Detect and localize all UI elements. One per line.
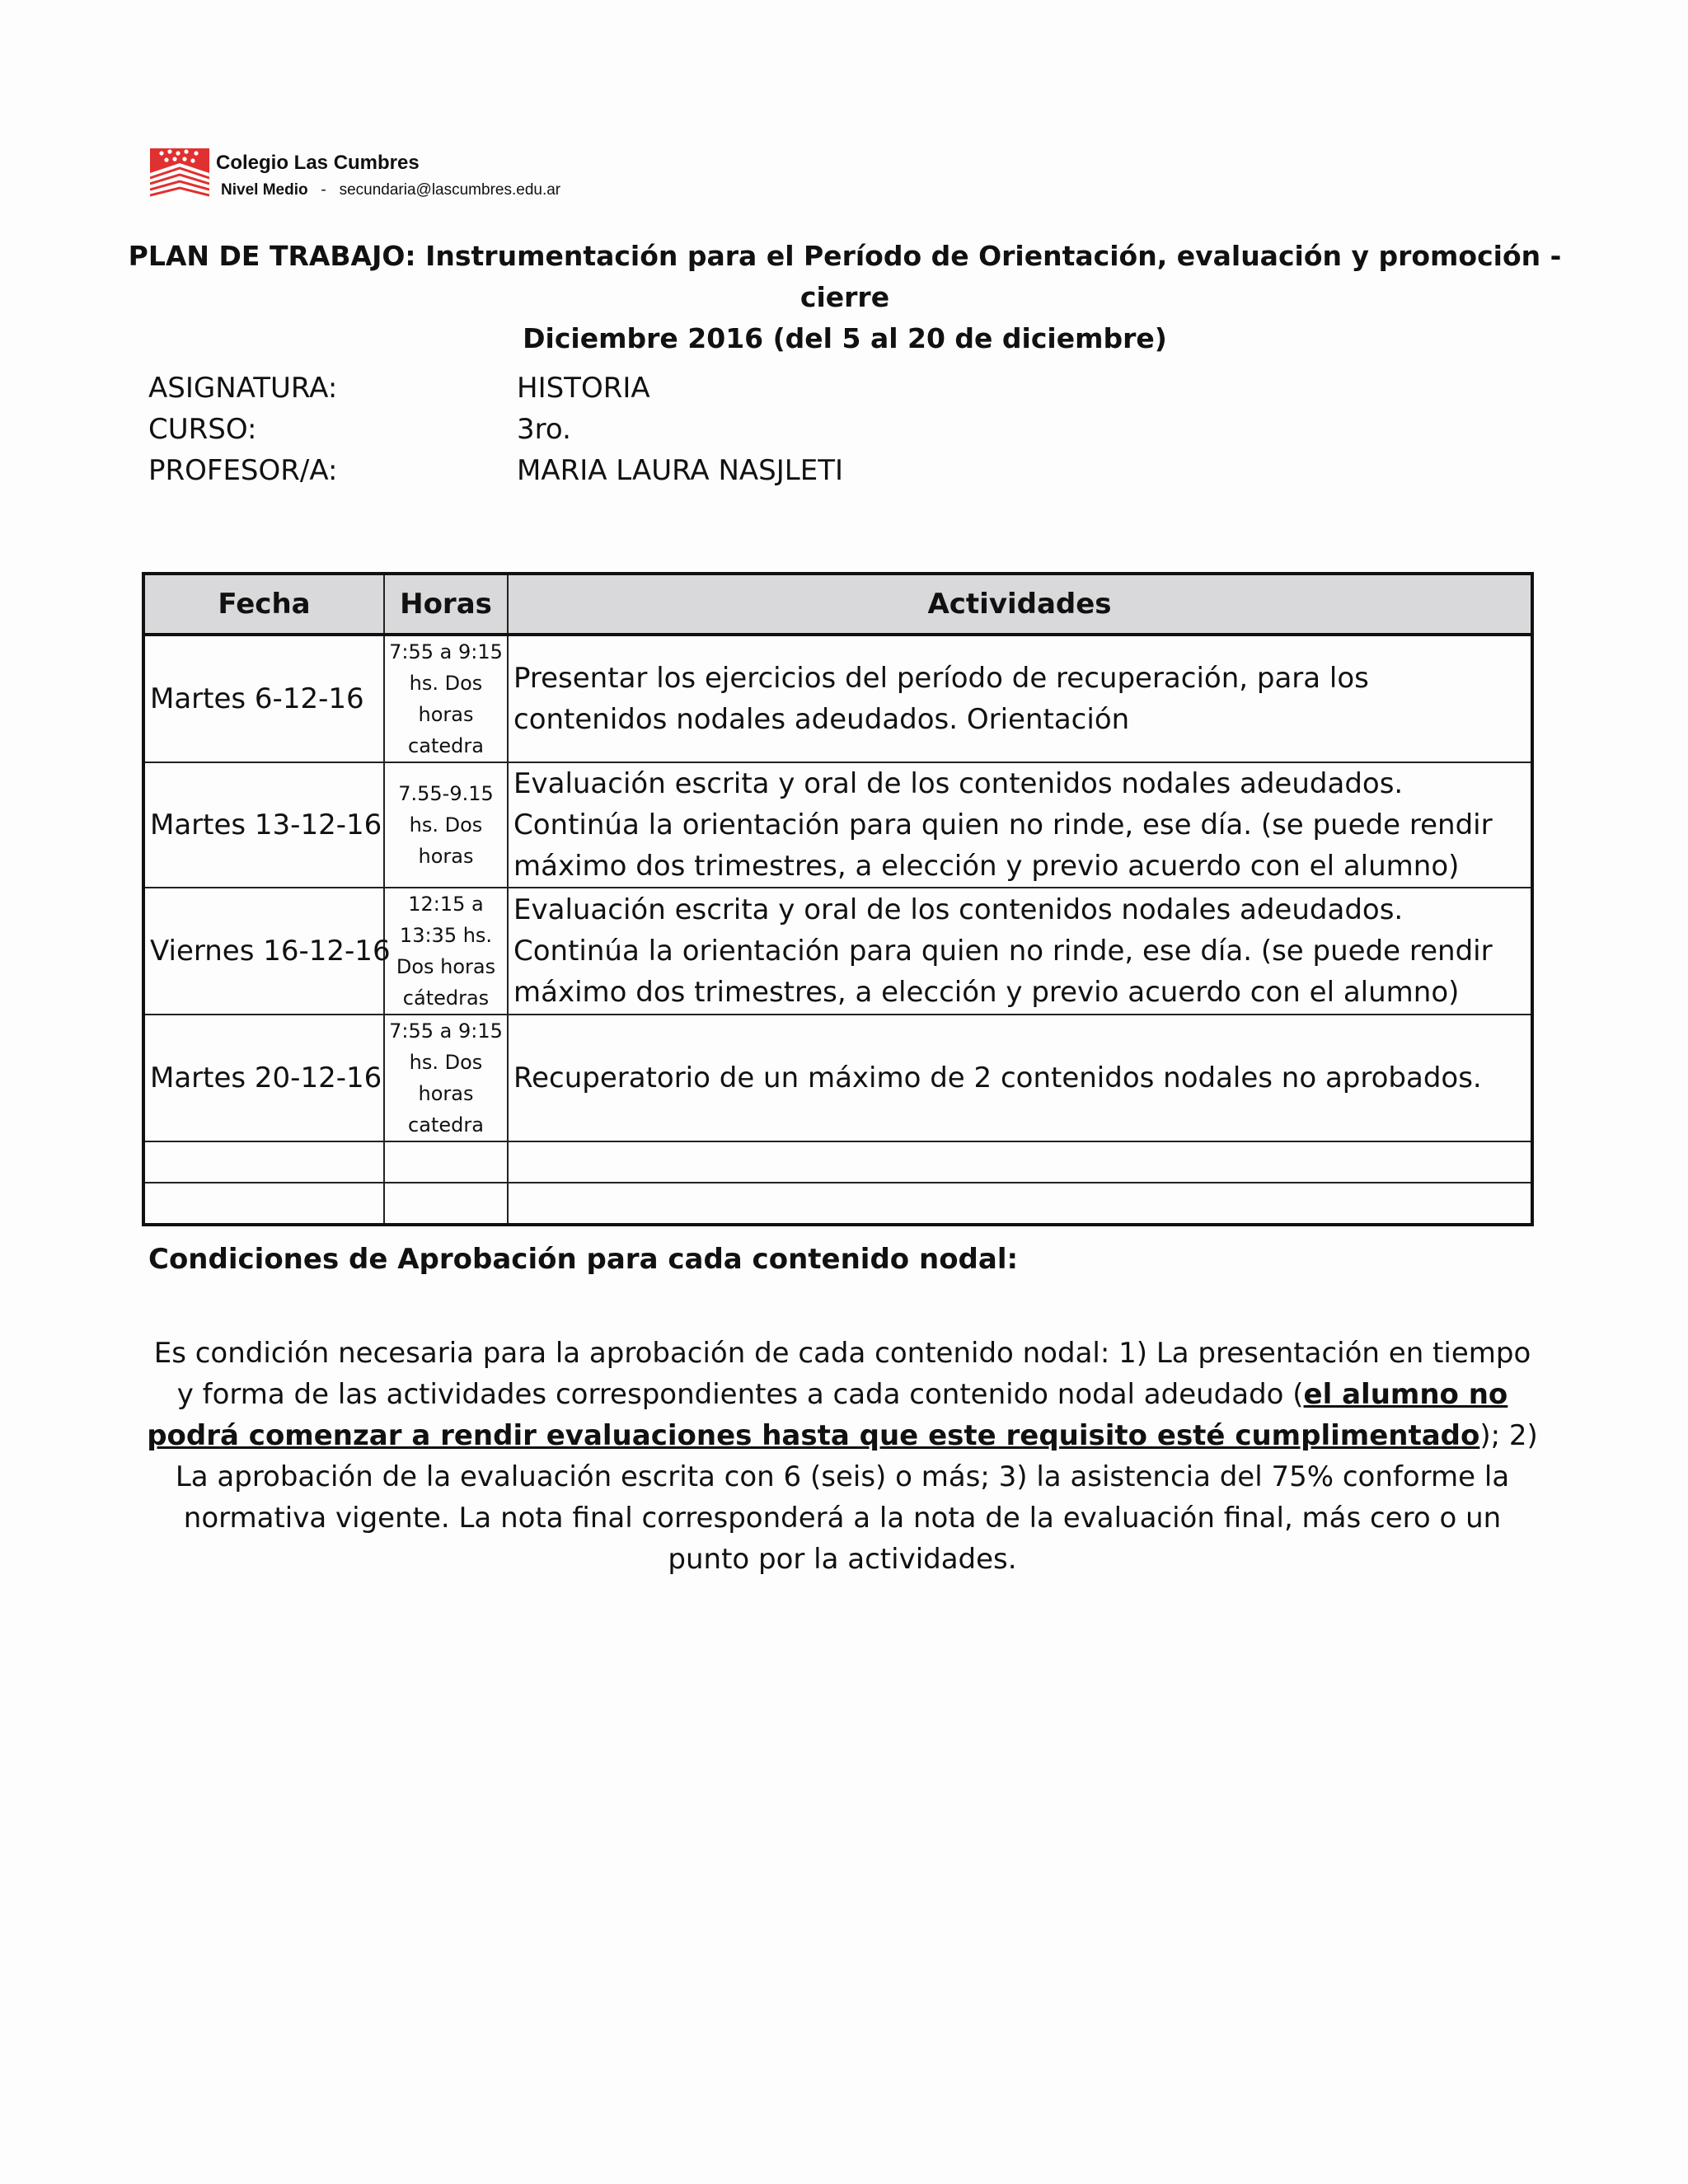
table-row	[143, 888, 1532, 1015]
empty-row	[143, 1183, 1532, 1225]
curso-label: CURSO:	[148, 413, 257, 446]
horas-cell: 7:55 a 9:15 hs. Dos horas catedra	[384, 1015, 508, 1141]
horas-cell: 7:55 a 9:15 hs. Dos horas catedra	[384, 635, 508, 762]
fecha-cell: Viernes 16-12-16	[143, 888, 384, 1015]
profesor-label: PROFESOR/A:	[148, 454, 338, 487]
separator: -	[321, 181, 326, 199]
table-row	[143, 1015, 1532, 1141]
actividades-cell: Evaluación escrita y oral de los contenidos nodales adeudados. Continúa la orientación para quien no rinde, ese día. (se puede rendir máximo dos trimestres, a elección y previo acuerdo con el alumno)	[508, 888, 1532, 1015]
empty-row	[143, 1141, 1532, 1183]
title-line-1: PLAN DE TRABAJO: Instrumentación para el Período de Orientación, evaluación y promoción - cierre	[128, 240, 1562, 313]
school-header	[150, 145, 727, 203]
conditions-text	[142, 1333, 1543, 1580]
fecha-cell: Martes 13-12-16	[143, 762, 384, 888]
conditions-title: Condiciones de Aprobación para cada contenido nodal:	[148, 1243, 1019, 1276]
info-row-asignatura	[148, 368, 843, 409]
curso-value: 3ro.	[517, 413, 571, 446]
course-info	[148, 368, 843, 491]
actividades-cell: Evaluación escrita y oral de los contenidos nodales adeudados. Continúa la orientación para quien no rinde, ese día. (se puede rendir máximo dos trimestres, a elección y previo acuerdo con el alumno)	[508, 762, 1532, 888]
horas-cell: 7.55-9.15 hs. Dos horas	[384, 762, 508, 888]
conditions-underlined: el alumno no podrá comenzar a rendir evaluaciones hasta que este requisito esté cumplimentado	[147, 1378, 1508, 1452]
school-name: Colegio Las Cumbres	[216, 152, 420, 174]
fecha-cell: Martes 20-12-16	[143, 1015, 384, 1141]
school-logo-icon	[150, 145, 209, 199]
asignatura-label: ASIGNATURA:	[148, 372, 338, 405]
table-row	[143, 762, 1532, 888]
profesor-value: MARIA LAURA NASJLETI	[517, 454, 844, 487]
fecha-cell: Martes 6-12-16	[143, 635, 384, 762]
school-contact-line	[221, 181, 560, 199]
table-header-row	[143, 574, 1532, 635]
conditions-text-part-1: Es condición necesaria para la aprobación de cada contenido nodal: 1) La presentación en tiempo y forma de las actividades correspondientes a cada contenido nodal adeudado (	[153, 1337, 1531, 1411]
school-email: secundaria@lascumbres.edu.ar	[339, 181, 561, 199]
conditions-text-part-2: ); 2) La aprobación de la evaluación escrita con 6 (seis) o más; 3) la asistencia del 75% conforme la normativa vigente. La nota final corresponderá a la nota de la evaluación final, más cero o un punto por la actividades.	[175, 1419, 1538, 1576]
school-level: Nivel Medio	[221, 181, 308, 199]
header-fecha: Fecha	[143, 574, 384, 635]
info-row-profesor	[148, 450, 843, 491]
schedule-table	[142, 572, 1534, 1226]
header-actividades: Actividades	[508, 574, 1532, 635]
document-title	[124, 236, 1566, 359]
title-line-2: Diciembre 2016 (del 5 al 20 de diciembre)	[523, 322, 1167, 354]
actividades-cell: Recuperatorio de un máximo de 2 contenidos nodales no aprobados.	[508, 1015, 1532, 1141]
horas-cell: 12:15 a 13:35 hs. Dos horas cátedras	[384, 888, 508, 1015]
asignatura-value: HISTORIA	[517, 372, 650, 405]
table-row	[143, 635, 1532, 762]
header-horas: Horas	[384, 574, 508, 635]
info-row-curso	[148, 409, 843, 450]
actividades-cell: Presentar los ejercicios del período de recuperación, para los contenidos nodales adeudados. Orientación	[508, 635, 1532, 762]
